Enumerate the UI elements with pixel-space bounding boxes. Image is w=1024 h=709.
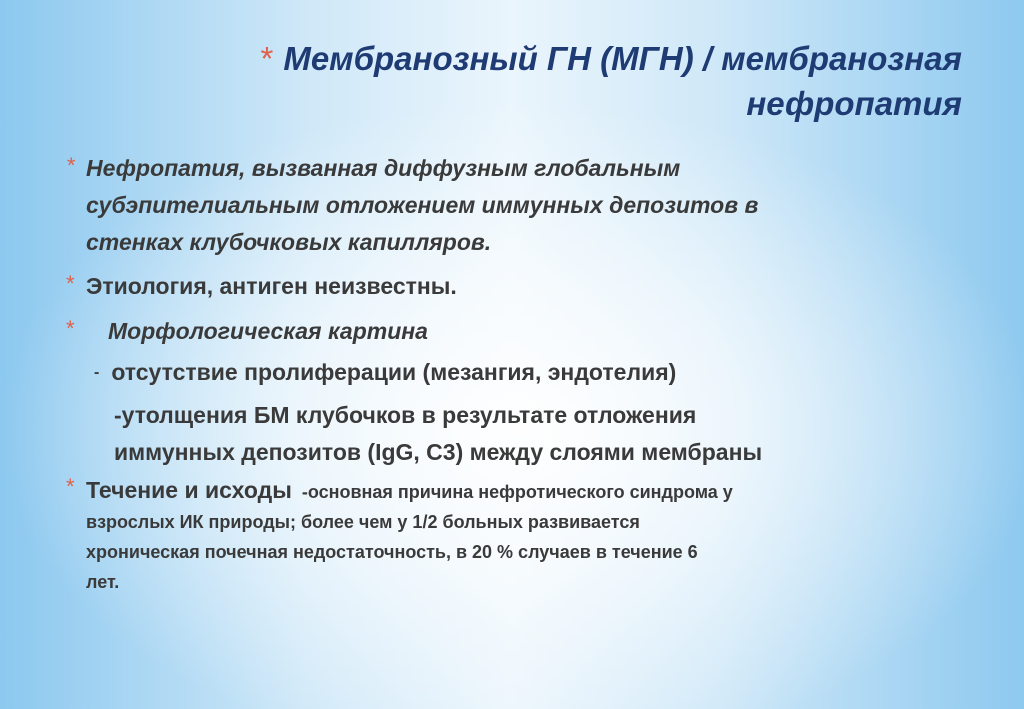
morphology-item-2	[114, 397, 966, 471]
definition-line-2: субэпителиальным отложением иммунных депозитов в	[86, 192, 759, 218]
morphology-item-2-line-1: -утолщения БМ клубочков в результате отложения	[114, 402, 697, 428]
bullet-definition	[66, 150, 966, 261]
morphology-item-2-line-2: иммунных депозитов (IgG, C3) между слоями мембраны	[114, 439, 763, 465]
course-line-1: -основная причина нефротического синдрома у	[301, 482, 733, 502]
slide-title	[102, 36, 962, 126]
slide-body	[66, 150, 966, 597]
etiology-text: Этиология, антиген неизвестны.	[86, 273, 457, 299]
title-line-2: нефропатия	[746, 85, 962, 122]
course-line-4: лет.	[86, 572, 120, 592]
bullet-star-icon: *	[66, 316, 75, 341]
bullet-star-icon: *	[66, 153, 75, 178]
bullet-star-icon: *	[66, 474, 75, 499]
course-line-2: взрослых ИК природы; более чем у 1/2 больных развивается	[86, 512, 640, 532]
definition-line-3: стенках клубочковых капилляров.	[86, 229, 492, 255]
morphology-heading: Морфологическая картина	[108, 318, 428, 344]
morphology-item-1	[94, 354, 966, 394]
bullet-morphology	[66, 313, 966, 350]
morphology-item-1-text: отсутствие пролиферации (мезангия, эндотелия)	[111, 359, 677, 385]
bullet-star-icon: *	[66, 271, 75, 296]
course-heading: Течение и исходы	[86, 477, 292, 503]
title-line-1: Мембранозный ГН (МГН) / мембранозная	[283, 40, 962, 77]
title-star-icon: *	[260, 40, 274, 77]
course-line-3: хроническая почечная недостаточность, в 20 % случаев в течение 6	[86, 542, 698, 562]
bullet-etiology	[66, 268, 966, 305]
dash-marker: -	[94, 364, 100, 381]
bullet-course	[66, 475, 966, 597]
definition-line-1: Нефропатия, вызванная диффузным глобальным	[86, 155, 681, 181]
